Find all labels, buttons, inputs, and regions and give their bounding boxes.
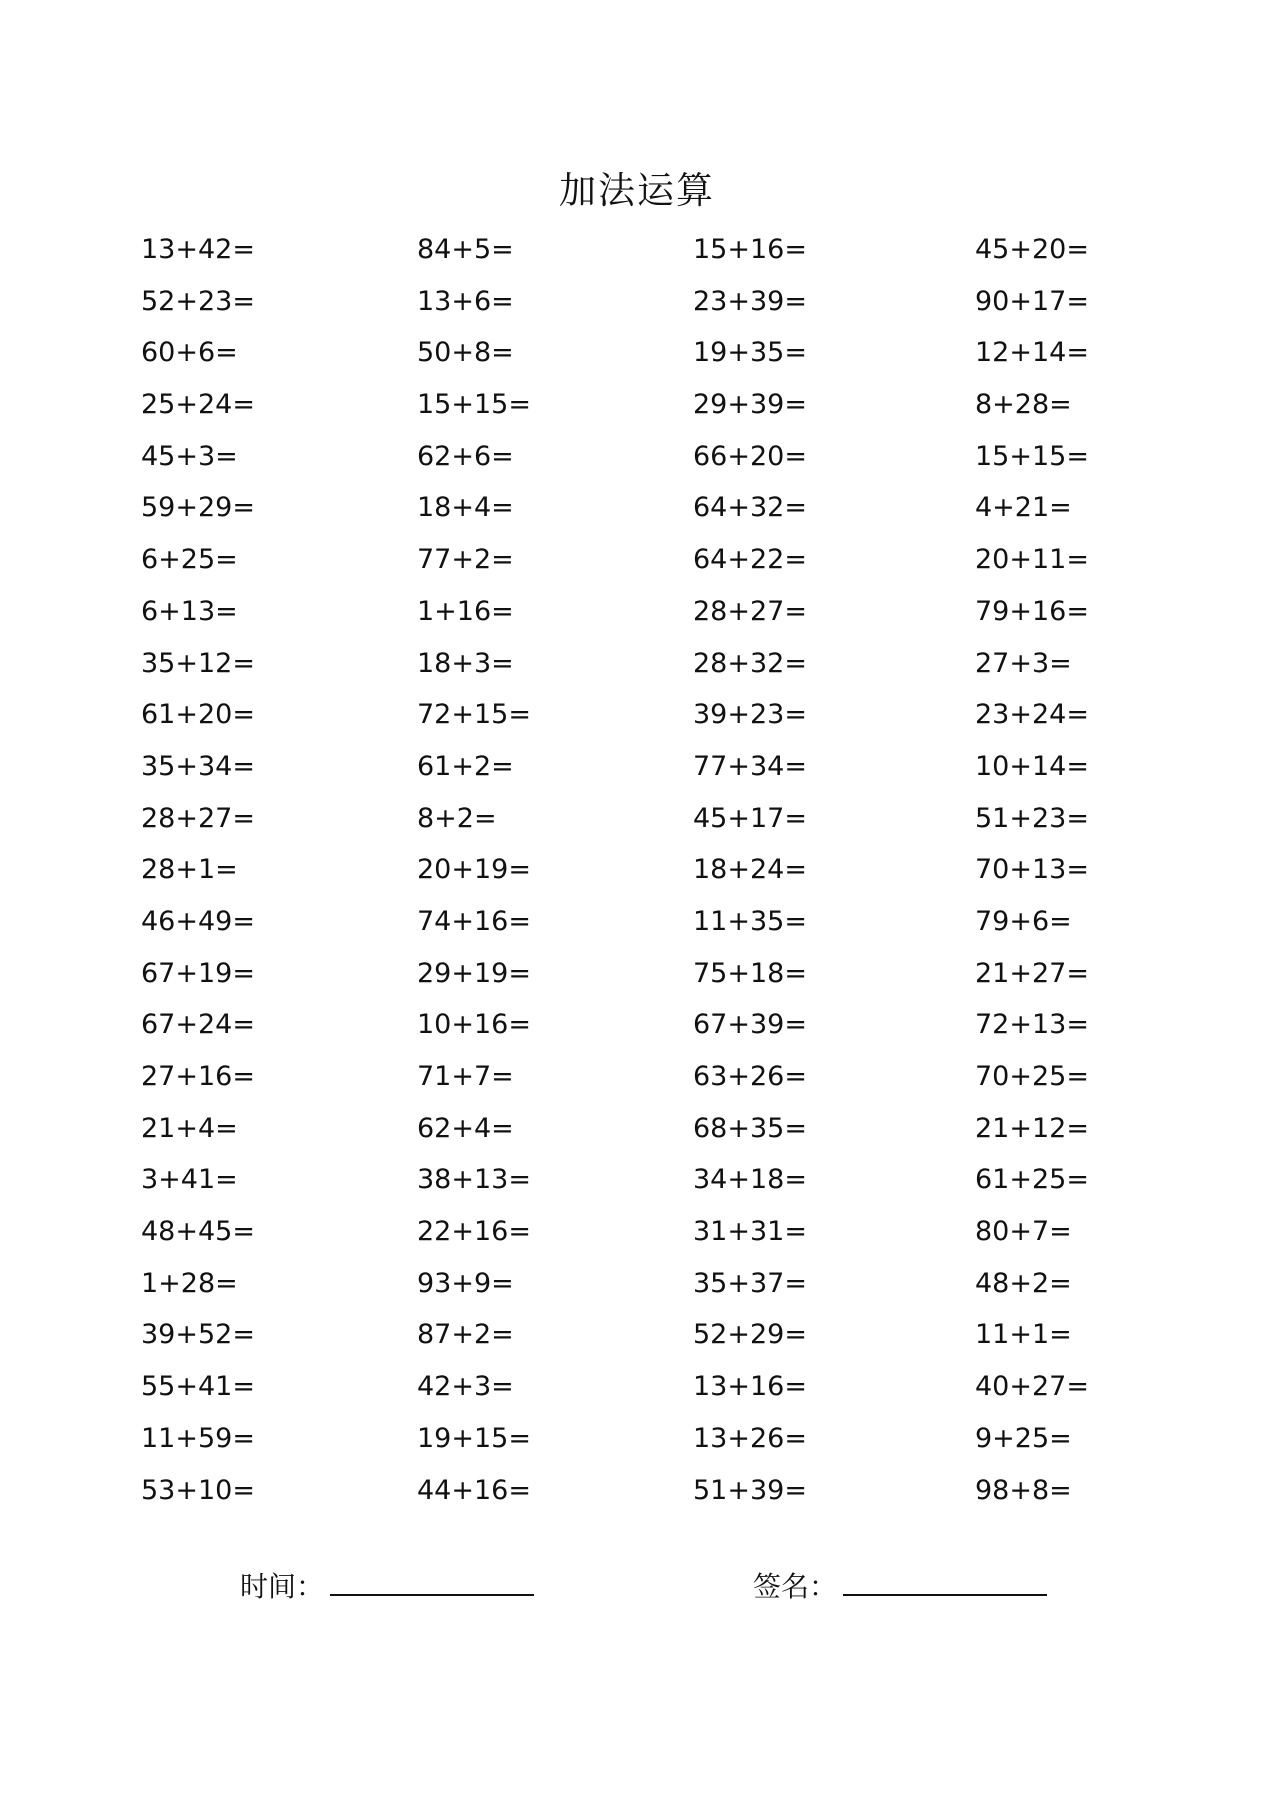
problem-item: 77+34= xyxy=(693,750,807,782)
problem-item: 40+27= xyxy=(975,1371,1089,1403)
problem-item: 35+34= xyxy=(141,750,255,782)
page-title: 加法运算 xyxy=(559,169,715,212)
problem-item: 10+16= xyxy=(417,1009,531,1041)
problem-item: 34+18= xyxy=(693,1164,807,1196)
problem-row xyxy=(141,1419,1141,1471)
problem-item: 31+31= xyxy=(693,1216,807,1248)
problem-item: 8+28= xyxy=(975,389,1072,421)
problem-item: 29+19= xyxy=(417,957,531,989)
problem-item: 19+15= xyxy=(417,1422,531,1454)
problem-item: 21+27= xyxy=(975,957,1089,989)
problem-item: 6+13= xyxy=(141,595,238,627)
problem-item: 79+16= xyxy=(975,595,1089,627)
problem-item: 12+14= xyxy=(975,337,1089,369)
problem-item: 8+2= xyxy=(417,802,497,834)
problem-item: 11+35= xyxy=(693,905,807,937)
problem-item: 90+17= xyxy=(975,285,1089,317)
problem-item: 21+4= xyxy=(141,1112,238,1144)
problem-item: 61+25= xyxy=(975,1164,1089,1196)
problem-item: 64+32= xyxy=(693,492,807,524)
time-blank-line[interactable] xyxy=(330,1566,534,1596)
problem-row xyxy=(141,1005,1141,1057)
problem-row xyxy=(141,488,1141,540)
problem-item: 39+23= xyxy=(693,699,807,731)
problem-item: 74+16= xyxy=(417,905,531,937)
problem-item: 42+3= xyxy=(417,1371,514,1403)
problem-item: 45+3= xyxy=(141,440,238,472)
problem-item: 48+45= xyxy=(141,1216,255,1248)
problem-item: 9+25= xyxy=(975,1422,1072,1454)
problem-item: 38+13= xyxy=(417,1164,531,1196)
time-field xyxy=(240,1566,534,1607)
problem-item: 10+14= xyxy=(975,750,1089,782)
signature-label: 签名： xyxy=(753,1570,838,1603)
problem-item: 13+42= xyxy=(141,234,255,265)
problem-item: 35+37= xyxy=(693,1267,807,1299)
problem-item: 22+16= xyxy=(417,1216,531,1248)
problem-row xyxy=(141,747,1141,799)
problem-item: 23+24= xyxy=(975,699,1089,731)
problem-item: 28+1= xyxy=(141,854,238,886)
problem-item: 71+7= xyxy=(417,1061,514,1092)
problem-item: 52+29= xyxy=(693,1319,807,1351)
problem-item: 67+24= xyxy=(141,1009,255,1041)
signature-field xyxy=(753,1566,1047,1607)
problem-item: 39+52= xyxy=(141,1319,255,1351)
problem-item: 27+16= xyxy=(141,1061,255,1092)
problem-row xyxy=(141,230,1141,282)
problem-item: 15+16= xyxy=(693,234,807,265)
problem-row xyxy=(141,1367,1141,1419)
problem-row xyxy=(141,799,1141,851)
problem-row xyxy=(141,644,1141,696)
problem-item: 67+19= xyxy=(141,957,255,989)
problem-item: 3+41= xyxy=(141,1164,238,1196)
problem-item: 55+41= xyxy=(141,1371,255,1403)
problem-item: 45+17= xyxy=(693,802,807,834)
problem-item: 25+24= xyxy=(141,389,255,421)
problem-row xyxy=(141,540,1141,592)
problem-item: 46+49= xyxy=(141,905,255,937)
problem-row xyxy=(141,1471,1141,1523)
problem-item: 93+9= xyxy=(417,1267,514,1299)
problem-item: 62+4= xyxy=(417,1112,514,1144)
problem-row xyxy=(141,592,1141,644)
problem-row xyxy=(141,902,1141,954)
problem-item: 70+13= xyxy=(975,854,1089,886)
problem-grid xyxy=(141,230,1141,1522)
problem-row xyxy=(141,1264,1141,1316)
problem-item: 23+39= xyxy=(693,285,807,317)
problem-item: 52+23= xyxy=(141,285,255,317)
problem-row xyxy=(141,1160,1141,1212)
problem-item: 64+22= xyxy=(693,544,807,576)
problem-item: 59+29= xyxy=(141,492,255,524)
problem-item: 11+1= xyxy=(975,1319,1072,1351)
problem-item: 77+2= xyxy=(417,544,514,576)
problem-row xyxy=(141,1057,1141,1109)
problem-item: 48+2= xyxy=(975,1267,1072,1299)
problem-item: 75+18= xyxy=(693,957,807,989)
problem-item: 61+20= xyxy=(141,699,255,731)
problem-item: 20+19= xyxy=(417,854,531,886)
problem-item: 4+21= xyxy=(975,492,1072,524)
problem-item: 66+20= xyxy=(693,440,807,472)
signature-blank-line[interactable] xyxy=(843,1566,1047,1596)
problem-item: 44+16= xyxy=(417,1474,531,1506)
problem-item: 28+27= xyxy=(141,802,255,834)
problem-item: 28+27= xyxy=(693,595,807,627)
problem-item: 1+16= xyxy=(417,595,514,627)
problem-item: 84+5= xyxy=(417,234,514,265)
problem-row xyxy=(141,850,1141,902)
problem-item: 20+11= xyxy=(975,544,1089,576)
problem-item: 51+23= xyxy=(975,802,1089,834)
problem-item: 13+16= xyxy=(693,1371,807,1403)
problem-item: 80+7= xyxy=(975,1216,1072,1248)
problem-item: 18+4= xyxy=(417,492,514,524)
problem-item: 18+3= xyxy=(417,647,514,679)
problem-item: 61+2= xyxy=(417,750,514,782)
problem-item: 79+6= xyxy=(975,905,1072,937)
problem-item: 11+59= xyxy=(141,1422,255,1454)
problem-row xyxy=(141,954,1141,1006)
problem-item: 19+35= xyxy=(693,337,807,369)
problem-item: 51+39= xyxy=(693,1474,807,1506)
problem-item: 1+28= xyxy=(141,1267,238,1299)
problem-item: 62+6= xyxy=(417,440,514,472)
time-label: 时间： xyxy=(240,1570,325,1603)
problem-row xyxy=(141,282,1141,334)
problem-row xyxy=(141,1212,1141,1264)
problem-item: 35+12= xyxy=(141,647,255,679)
problem-item: 72+13= xyxy=(975,1009,1089,1041)
problem-item: 6+25= xyxy=(141,544,238,576)
problem-item: 45+20= xyxy=(975,234,1089,265)
problem-row xyxy=(141,385,1141,437)
problem-item: 15+15= xyxy=(975,440,1089,472)
problem-item: 98+8= xyxy=(975,1474,1072,1506)
problem-row xyxy=(141,1109,1141,1161)
problem-row xyxy=(141,695,1141,747)
problem-item: 70+25= xyxy=(975,1061,1089,1092)
problem-item: 87+2= xyxy=(417,1319,514,1351)
problem-item: 28+32= xyxy=(693,647,807,679)
problem-item: 53+10= xyxy=(141,1474,255,1506)
problem-item: 50+8= xyxy=(417,337,514,369)
problem-row xyxy=(141,1315,1141,1367)
problem-item: 29+39= xyxy=(693,389,807,421)
problem-item: 67+39= xyxy=(693,1009,807,1041)
problem-row xyxy=(141,437,1141,489)
problem-item: 13+6= xyxy=(417,285,514,317)
problem-row xyxy=(141,333,1141,385)
problem-item: 18+24= xyxy=(693,854,807,886)
problem-item: 72+15= xyxy=(417,699,531,731)
problem-item: 13+26= xyxy=(693,1422,807,1454)
problem-item: 15+15= xyxy=(417,389,531,421)
problem-item: 68+35= xyxy=(693,1112,807,1144)
problem-item: 21+12= xyxy=(975,1112,1089,1144)
problem-item: 27+3= xyxy=(975,647,1072,679)
problem-item: 63+26= xyxy=(693,1061,807,1092)
problem-item: 60+6= xyxy=(141,337,238,369)
